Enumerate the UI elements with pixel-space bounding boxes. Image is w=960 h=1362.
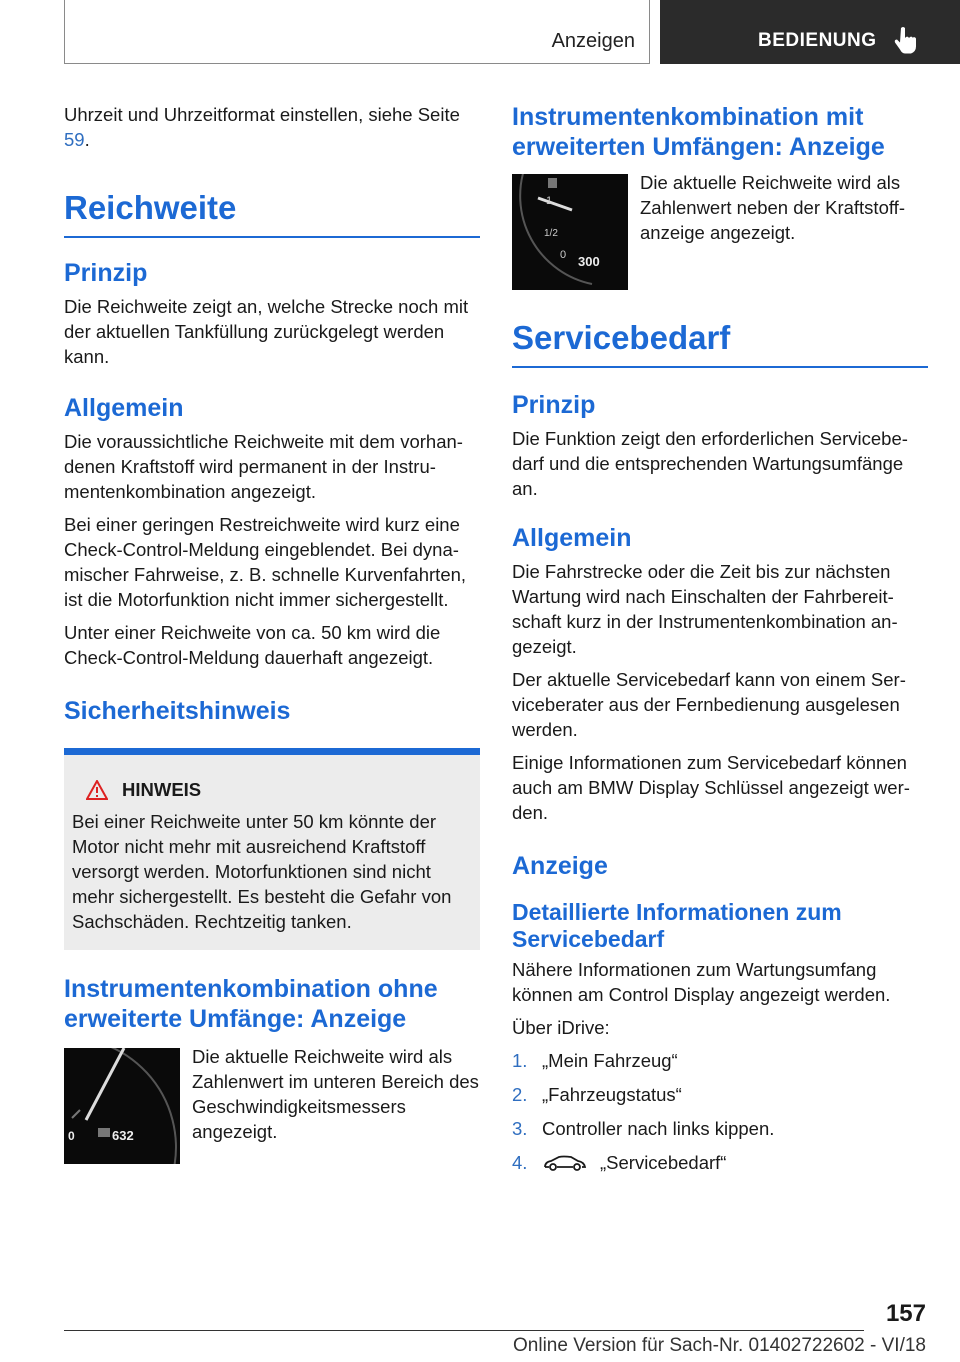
list-item: 3. Controller nach links kippen.	[512, 1118, 775, 1139]
paragraph-allgemein-3: Unter einer Reichweite von ca. 50 km wird die Check-Control-Meldung dauerhaft angezeigt.	[64, 622, 441, 668]
paragraph-allgemein-1: Die voraussichtliche Reichweite mit dem vorhandenen Kraftstoff wird permanent in der Instrumentenkombination angezeigt.	[64, 431, 463, 502]
header-chapter-label: BEDIENUNG	[758, 30, 877, 51]
paragraph-detail: Nähere Informationen zum Wartungsumfang können am Control Display angezeigt werden.	[512, 959, 891, 1005]
footer-divider	[64, 1330, 864, 1331]
idrive-steps-list	[512, 1048, 928, 1175]
list-item: 4. „Servicebedarf“	[512, 1152, 727, 1173]
heading-ohne-erweiterte: Instrumentenkombination ohne erweiterte Umfänge: Anzeige	[64, 975, 438, 1033]
heading-allgemein: Allgemein	[64, 394, 184, 422]
heading-detaillierte-informationen: Detaillierte Informationen zum Servicebedarf	[512, 899, 842, 952]
warning-note	[64, 748, 480, 950]
note-title: HINWEIS	[122, 779, 202, 800]
paragraph-allgemein-2-3: Einige Informationen zum Servicebedarf können auch am BMW Display Schlüssel angezeigt werden.	[512, 752, 910, 823]
page-link[interactable]: 59	[64, 129, 85, 150]
fuel-gauge-half: 1/2	[544, 228, 558, 239]
image-caption-mit: Die aktuelle Reichweite wird als Zahlenwert neben der Kraftstoffanzeige angezeigt.	[640, 172, 905, 243]
heading-sicherheitshinweis: Sicherheitshinweis	[64, 697, 291, 725]
page-number: 157	[885, 1300, 926, 1327]
heading-mit-erweiterten: Instrumentenkombination mit erweiterten Umfängen: Anzeige	[512, 103, 885, 161]
paragraph-allgemein-2-2: Der aktuelle Servicebedarf kann von einem Serviceberater aus der Fernbedienung ausgelesen werden.	[512, 669, 906, 740]
paragraph-prinzip: Die Reichweite zeigt an, welche Strecke noch mit der aktuellen Tankfüllung zurückgelegt werden kann.	[64, 296, 469, 367]
speedometer-zero: 0	[68, 1129, 75, 1143]
footer-text: Online Version für Sach-Nr. 01402722602 - VI/18	[513, 1335, 926, 1356]
paragraph-allgemein-2: Bei einer geringen Restreichweite wird kurz eine Check-Control-Meldung eingeblendet. Bei dynamischer Fahrweise, z. B. schnelle Kurvenfahrten, ist die Motorfunktion nicht immer sichergestellt.	[64, 514, 467, 610]
heading-prinzip-2: Prinzip	[512, 391, 596, 419]
hand-pointer-icon	[894, 26, 916, 54]
paragraph-idrive: Über iDrive:	[512, 1017, 610, 1038]
paragraph-allgemein-2-1: Die Fahrstrecke oder die Zeit bis zur nächsten Wartung wird nach Einschalten der Fahrbereitschaft kurz in der Instrumentenkombination angezeigt.	[512, 561, 898, 657]
fuel-gauge-range-value: 300	[578, 254, 600, 269]
fuel-gauge-empty: 0	[560, 249, 567, 261]
paragraph-prinzip-2: Die Funktion zeigt den erforderlichen Servicebedarf und die entsprechenden Wartungsumfänge an.	[512, 428, 908, 499]
header-chapter-tab	[660, 0, 960, 64]
fuel-gauge-image	[512, 174, 628, 290]
intro-paragraph: Uhrzeit und Uhrzeitformat einstellen, siehe Seite 59.	[64, 104, 460, 150]
speedometer-range-value: 632	[112, 1128, 134, 1143]
header-section-tab	[64, 0, 650, 64]
image-caption-ohne: Die aktuelle Reichweite wird als Zahlenwert im unteren Bereich des Geschwindigkeitsmessers angezeigt.	[192, 1046, 479, 1142]
right-column	[512, 102, 928, 1184]
warning-triangle-icon	[86, 780, 108, 800]
heading-servicebedarf: Servicebedarf	[512, 318, 928, 368]
car-icon	[542, 1154, 588, 1172]
fuel-gauge-full: 1	[546, 195, 553, 207]
heading-prinzip: Prinzip	[64, 259, 148, 287]
list-item: 1. „Mein Fahrzeug“	[512, 1050, 678, 1071]
speedometer-image	[64, 1048, 180, 1164]
left-column	[64, 102, 480, 1164]
heading-anzeige: Anzeige	[512, 852, 608, 880]
note-text: Bei einer Reichweite unter 50 km könnte der Motor nicht mehr mit ausreichend Kraftstoff versorgt werden. Motorfunktionen sind nicht mehr sichergestellt. Es besteht die Gefahr von Sachschäden. Rechtzeitig tanken.	[72, 811, 452, 932]
header-section-label: Anzeigen	[551, 30, 635, 52]
heading-reichweite: Reichweite	[64, 188, 480, 238]
list-item: 2. „Fahrzeugstatus“	[512, 1084, 682, 1105]
heading-allgemein-2: Allgemein	[512, 524, 632, 552]
